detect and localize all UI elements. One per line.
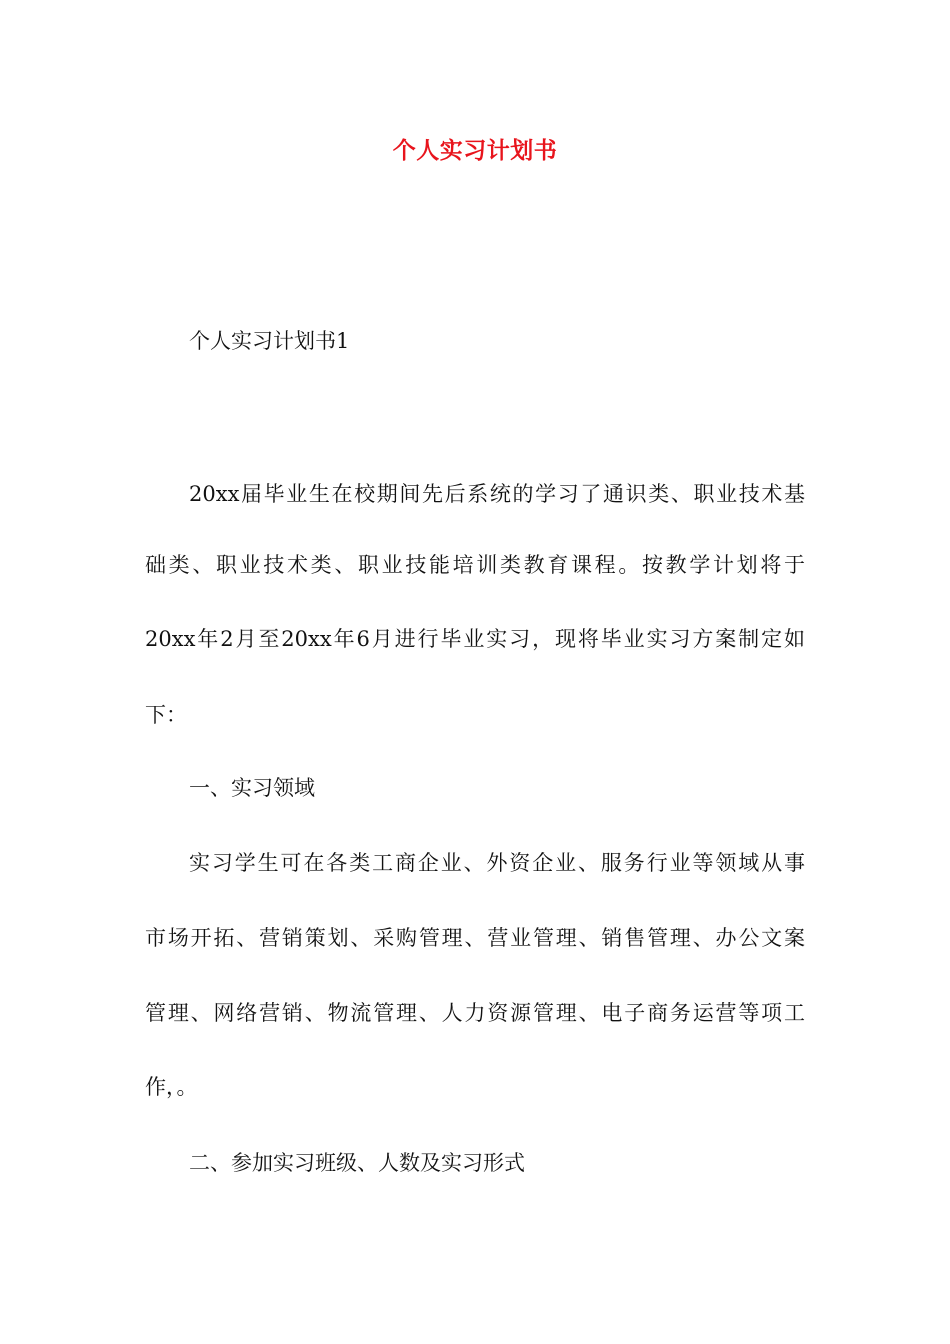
paragraph-line: 市场开拓、营销策划、采购管理、营业管理、销售管理、办公文案 bbox=[145, 926, 805, 950]
paragraph-line: 20xx届毕业生在校期间先后系统的学习了通识类、职业技术基 bbox=[189, 482, 805, 506]
paragraph-line: 实习学生可在各类工商企业、外资企业、服务行业等领域从事 bbox=[189, 851, 805, 875]
plan-subtitle: 个人实习计划书1 bbox=[189, 329, 350, 353]
paragraph-line: 础类、职业技术类、职业技能培训类教育课程。按教学计划将于 bbox=[145, 553, 805, 577]
paragraph-line: 管理、网络营销、物流管理、人力资源管理、电子商务运营等项工 bbox=[145, 1001, 805, 1025]
paragraph-line: 20xx年2月至20xx年6月进行毕业实习，现将毕业实习方案制定如 bbox=[145, 627, 805, 651]
section-heading: 一、实习领域 bbox=[189, 776, 315, 800]
document-title: 个人实习计划书 bbox=[392, 137, 558, 164]
section-heading: 二、参加实习班级、人数及实习形式 bbox=[189, 1151, 525, 1175]
paragraph-line: 作，。 bbox=[145, 1075, 198, 1099]
paragraph-line: 下： bbox=[145, 703, 187, 727]
